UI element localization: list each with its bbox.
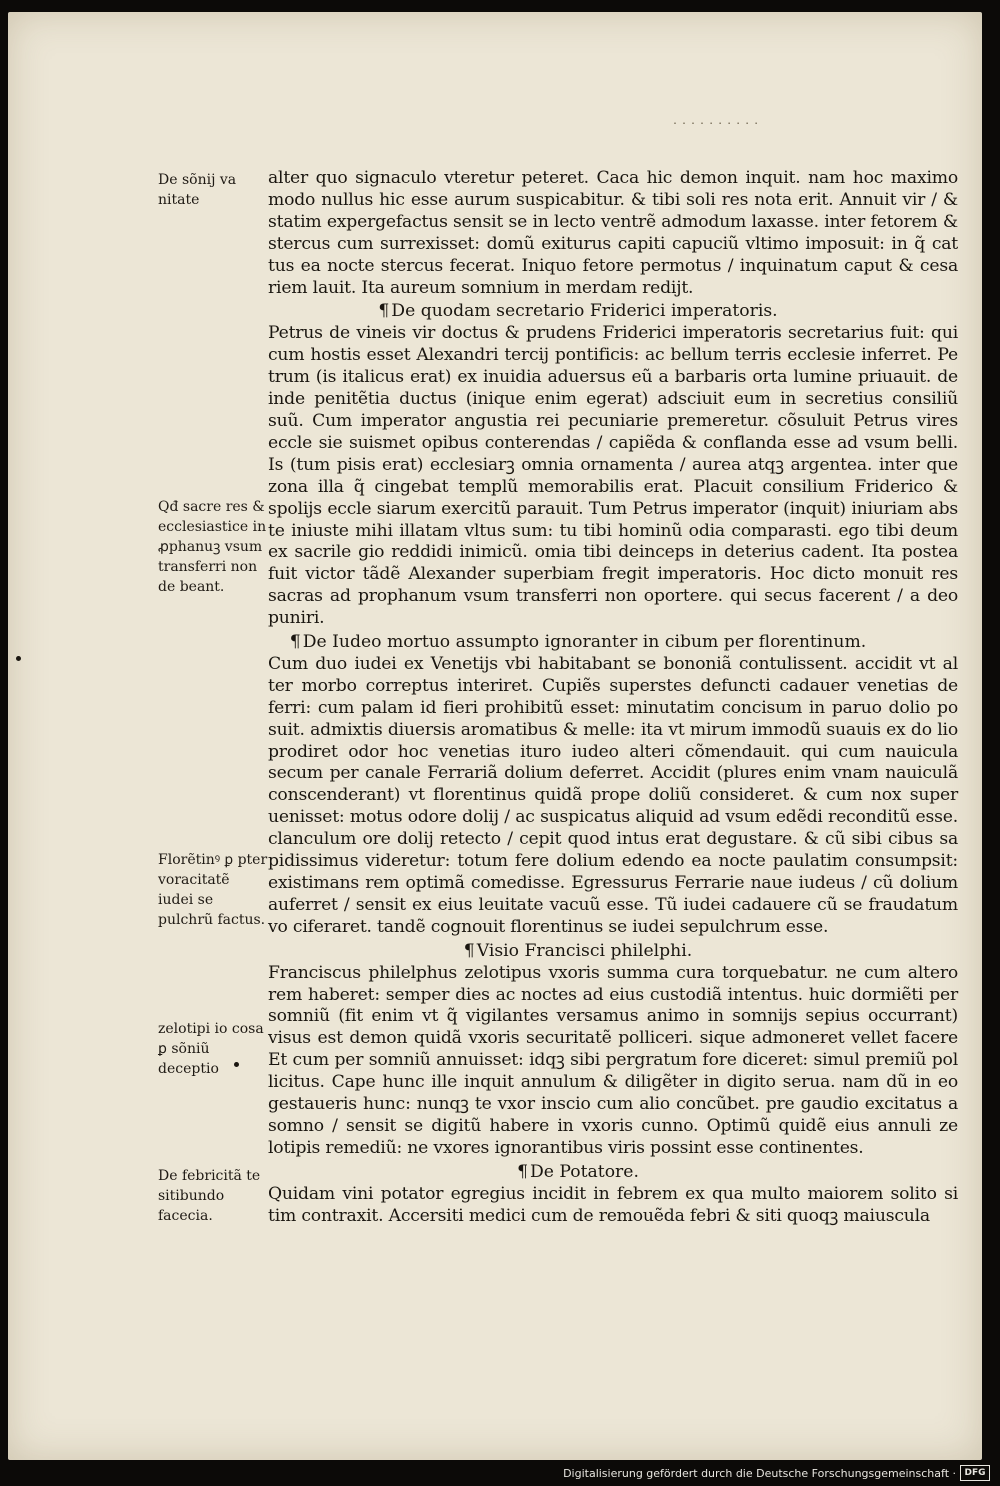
margin-gloss: Qđ sacre res & ecclesiastice in ꝓphanuꝫ vsum transferri non de beant. <box>158 499 267 596</box>
page-dots: .......... <box>672 116 763 127</box>
dfg-logo-icon: DFG <box>960 1465 990 1481</box>
margin-gloss: zelotipi io cosa ꝑ sõniũ deceptio <box>158 1020 264 1077</box>
pilcrow-icon: ¶ <box>517 1161 529 1182</box>
text-column <box>158 168 958 1228</box>
section-heading: ¶ De Iudeo mortuo assumpto ignoranter in cibum per florentinum. <box>289 632 867 653</box>
body-paragraph: Franciscus philelphus zelotipus vxoris summa cura torquebatur. ne cum altero rem haberet: semper dies ac noctes ad eius custodiã intentus. huic dormiẽti per somniũ (fit enim vt q̃ vigilantes versamus animo in somnijs sepius occurrant) visus est demon quidã vxoris securitatẽ polliceri. sique admoneret vellet facere Et cum per somniũ annuisset: idqꝫ sibi pergratum fore diceret: simul premiũ pol licitus. Cape hunc ille inquit annulum & diligẽter in digito serua. nam dũ in eo gestaueris hunc: nunqꝫ te vxor inscio cum alio concũbet. pre gaudio excitatus a somno / sensit se digitũ habere in vxoris cunno. Optimũ quidẽ eius annuli ze lotipis remediũ: ne vxores ignorantibus viris possint esse continentes. <box>268 962 958 1158</box>
section-iudeo <box>132 654 958 939</box>
margin-gloss: Florẽtinꝰ ꝑ pter voracitatẽ iudei se pulchrũ factus. <box>158 851 268 928</box>
section-secretario <box>132 323 958 630</box>
body-paragraph: alter quo signaculo vteretur peteret. Caca hic demon inquit. nam hoc maximo modo nullus hic esse aurum suspicabitur. & tibi soli res nota erit. Annuit vir / & statim expergefactus sensit se in lecto ventrẽ admodum laxasse. inter fetorem & stercus cum surrexisset: domũ exiturus capiti capuciũ vltimo imposuit: in q̃ cat tus ea nocte stercus fecerat. Iniquo fetore permotus / inquinatum caput & cesa riem lauit. Ita aureum somnium in merdam redijt. <box>268 168 958 298</box>
book-page <box>8 12 982 1460</box>
body-paragraph: Cum duo iudei ex Venetijs vbi habitabant se bononiã contulissent. accidit vt al ter morbo correptus interiret. Cupiẽs superstes defuncti cadauer venetias de ferri: cum palam id fieri prohibitũ esset: minutatim concisum in paruo dolio po suit. admixtis diuersis aromatibus & melle: ita vt mirum immodũ suauis ex do lio prodiret odor hoc venetias ituro iudeo alteri cõmendauit. qui cum nauicula secum per canale Ferrariã dolium deferret. Accidit (plures enim vnam nauiculã conscenderant) vt florentinus quidã prope doliũ consideret. & cum nox super uenisset: motus odore dolij / ac suspicatus aliquid ad vsum edẽdi reconditũ esse. clanculum ore dolij retecto / cepit quod intus erat degustare. & cũ sibi cibus sa pidissimus videretur: totum fere dolium edendo ea nocte paulatim consumpsit: existimans rem optimã comedisse. Egressurus Ferrarie naue iudeus / cũ dolium auferret / sensit ex eius leuitate vacuũ esse. Tũ iudei cadauere cũ se fraudatum vo ciferaret. tandẽ cognouit florentinus se iudei sepulchrum esse. <box>268 653 958 937</box>
body-paragraph: Quidam vini potator egregius incidit in febrem ex qua multo maiorem solito si tim contraxit. Accersiti medici cum de remouẽda febri & siti quoqꝫ maiuscula <box>268 1183 958 1226</box>
margin-gloss: De febricitã te sitibundo facecia. <box>158 1167 261 1224</box>
section-heading: ¶ De Potatore. <box>517 1161 639 1182</box>
footer-bar <box>0 1460 1000 1486</box>
section-somnium <box>158 168 958 299</box>
section-visio <box>132 963 958 1160</box>
pilcrow-icon: ¶ <box>463 940 475 961</box>
section-heading: ¶ Visio Francisci philelphi. <box>463 940 693 961</box>
ink-dot <box>16 656 21 661</box>
pilcrow-icon: ¶ <box>378 301 390 322</box>
pilcrow-icon: ¶ <box>289 632 301 653</box>
body-paragraph: Petrus de vineis vir doctus & prudens Friderici imperatoris secretarius fuit: qui cum hostis esset Alexandri tercij pontificis: ac bellum terris ecclesie inferret. Pe trum (is italicus erat) ex inuidia aduersus eũ a barbaris orta lumine priuauit. de inde penitẽtia ductus (inique enim egerat) adsciuit eum in secretius consiliũ suũ. Cum imperator angustia rei pecuniarie premeretur. cõsuluit Petrus vires eccle sie suismet opibus conterendas / capiẽda & conflanda esse ad vsum belli. Is (tum pisis erat) ecclesiarꝫ omnia ornamenta / aurea atqꝫ argentea. inter que zona illa q̃ cingebat templũ memorabilis erat. Placuit consilium Friderico & spolijs eccle siarum exercitũ parauit. Tum Petrus imperator (inquit) iniuriam abs te iniuste mihi illatam vltus sum: tu tibi hominũ odia comparasti. ego tibi deum ex sacrile gio reddidi inimicũ. omia tibi deinceps in deterius cadent. Ita postea fuit victor tãdẽ Alexander superbiam fregit imperatoris. Hoc dicto monuit res sacras ad prophanum vsum transferri non oportere. qui secus facerent / a deo puniri. <box>268 323 958 629</box>
ink-dot <box>234 1062 239 1067</box>
margin-gloss: De sõnij va nitate <box>158 172 237 208</box>
section-heading: ¶ De quodam secretario Friderici imperatoris. <box>378 301 778 322</box>
footer-credit: Digitalisierung gefördert durch die Deutsche Forschungsgemeinschaft · <box>563 1467 956 1480</box>
